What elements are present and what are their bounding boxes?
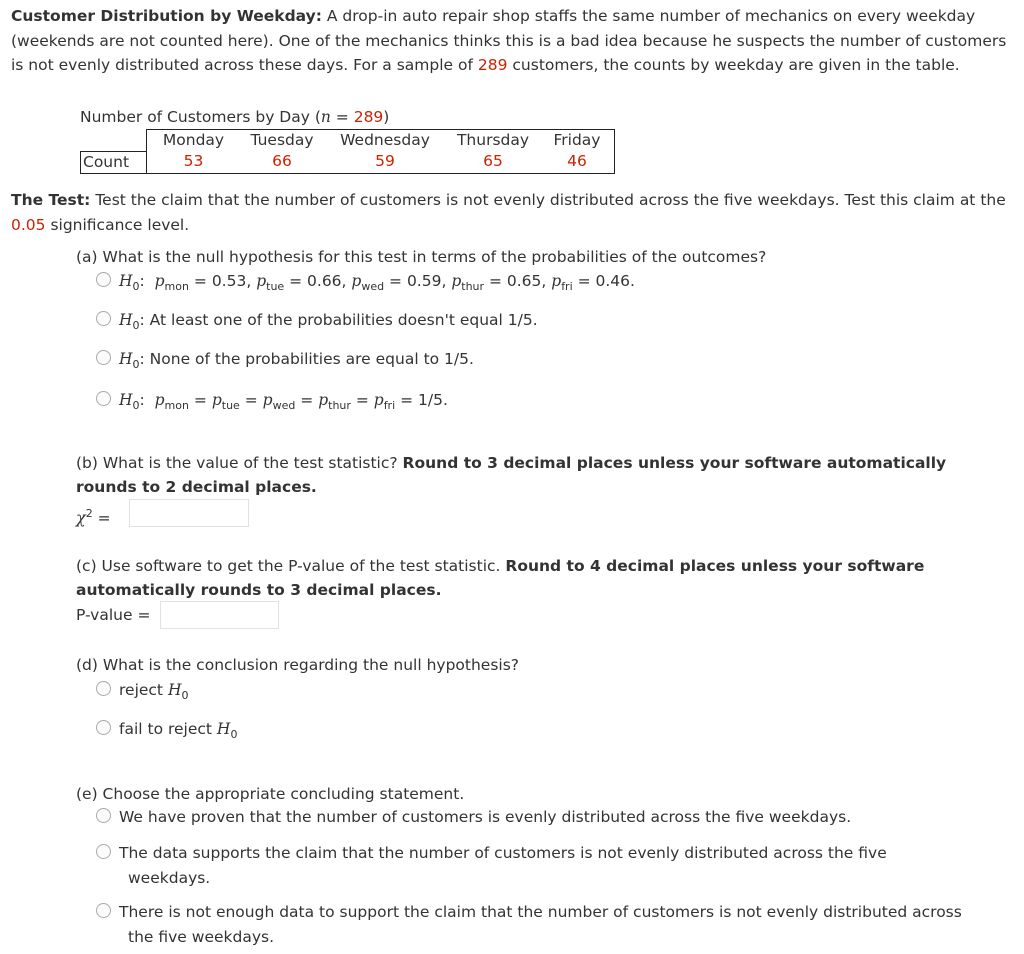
table-header-row [81,130,615,152]
problem-intro: Customer Distribution by Weekday: A drop-in auto repair shop staffs the same number of mechanics on every weekday (weekends are not counted here). One of the mechanics thinks this is a bad idea because he suspects the number of customers is not evenly distributed across these days. For a sample of 289 customers, the counts by weekday are given in the table. [11,7,1007,74]
radio-button[interactable] [96,311,111,326]
table-row [81,151,615,173]
chi-square-input[interactable] [129,499,249,527]
question-d: (d) What is the conclusion regarding the null hypothesis? [76,656,520,674]
option-a4[interactable]: $H_0$: $p_{mon} = p_{tue} = p_{wed} = p_{thur} = p_{fri} = 1/5$. [96,389,448,417]
table-header-cell: Thursday [446,130,540,152]
option-e1[interactable]: We have proven that the number of customers is evenly distributed across the five weekdays. [96,806,851,828]
table-header-cell: Wednesday [324,130,446,152]
radio-button[interactable] [96,844,111,859]
radio-button[interactable] [96,350,111,365]
p-value-input[interactable] [160,601,279,629]
option-e2[interactable]: The data supports the claim that the number of customers is not evenly distributed across the five weekdays. [96,841,887,890]
table-header-cell: Tuesday [240,130,324,152]
p-value-label: P-value = [76,606,151,624]
option-reject[interactable]: reject $H_0$ [96,679,188,707]
option-e3[interactable]: There is not enough data to support the claim that the number of customers is not evenly distributed across the five weekdays. [96,900,962,949]
option-a1[interactable]: $H_0$: $p_{mon} = 0.53$, $p_{tue} = 0.66$, $p_{wed} = 0.59$, $p_{thur} = 0.65$, $p_{fri} = 0.46$. [96,270,635,298]
table-row-label: Count [81,151,147,173]
radio-button[interactable] [96,391,111,406]
chi-square-label: $\chi^2$ = [76,507,111,528]
option-a2[interactable]: $H_0$: At least one of the probabilities doesn't equal 1/5. [96,309,538,337]
radio-button[interactable] [96,720,111,735]
table-header-cell: Friday [540,130,615,152]
radio-button[interactable] [96,808,111,823]
problem-title: Customer Distribution by Weekday: [11,7,322,25]
option-fail-to-reject[interactable]: fail to reject $H_0$ [96,718,237,746]
radio-button[interactable] [96,272,111,287]
question-c: (c) Use software to get the P-value of the test statistic. Round to 4 decimal places unless your software automatically rounds to 3 decimal places. [76,557,925,599]
table-cell: 53 [147,151,241,173]
radio-button[interactable] [96,903,111,918]
table-cell: 65 [446,151,540,173]
table-caption: Number of Customers by Day (n = 289) [80,108,390,126]
question-a: (a) What is the null hypothesis for this test in terms of the probabilities of the outcomes? [76,248,767,266]
radio-button[interactable] [96,681,111,696]
option-a3[interactable]: $H_0$: None of the probabilities are equal to 1/5. [96,348,474,376]
question-b: (b) What is the value of the test statistic? Round to 3 decimal places unless your software automatically rounds to 2 decimal places. [76,454,947,496]
sample-size: 289 [477,56,508,74]
table-cell: 46 [540,151,615,173]
table-cell: 59 [324,151,446,173]
question-e: (e) Choose the appropriate concluding statement. [76,785,465,803]
table-header-cell: Monday [147,130,241,152]
customer-count-table [80,129,615,174]
significance-level: 0.05 [11,215,46,234]
table-cell: 66 [240,151,324,173]
test-description: The Test: Test the claim that the number of customers is not evenly distributed across the five weekdays. Test this claim at the 0.05 significance level. [11,191,1006,234]
